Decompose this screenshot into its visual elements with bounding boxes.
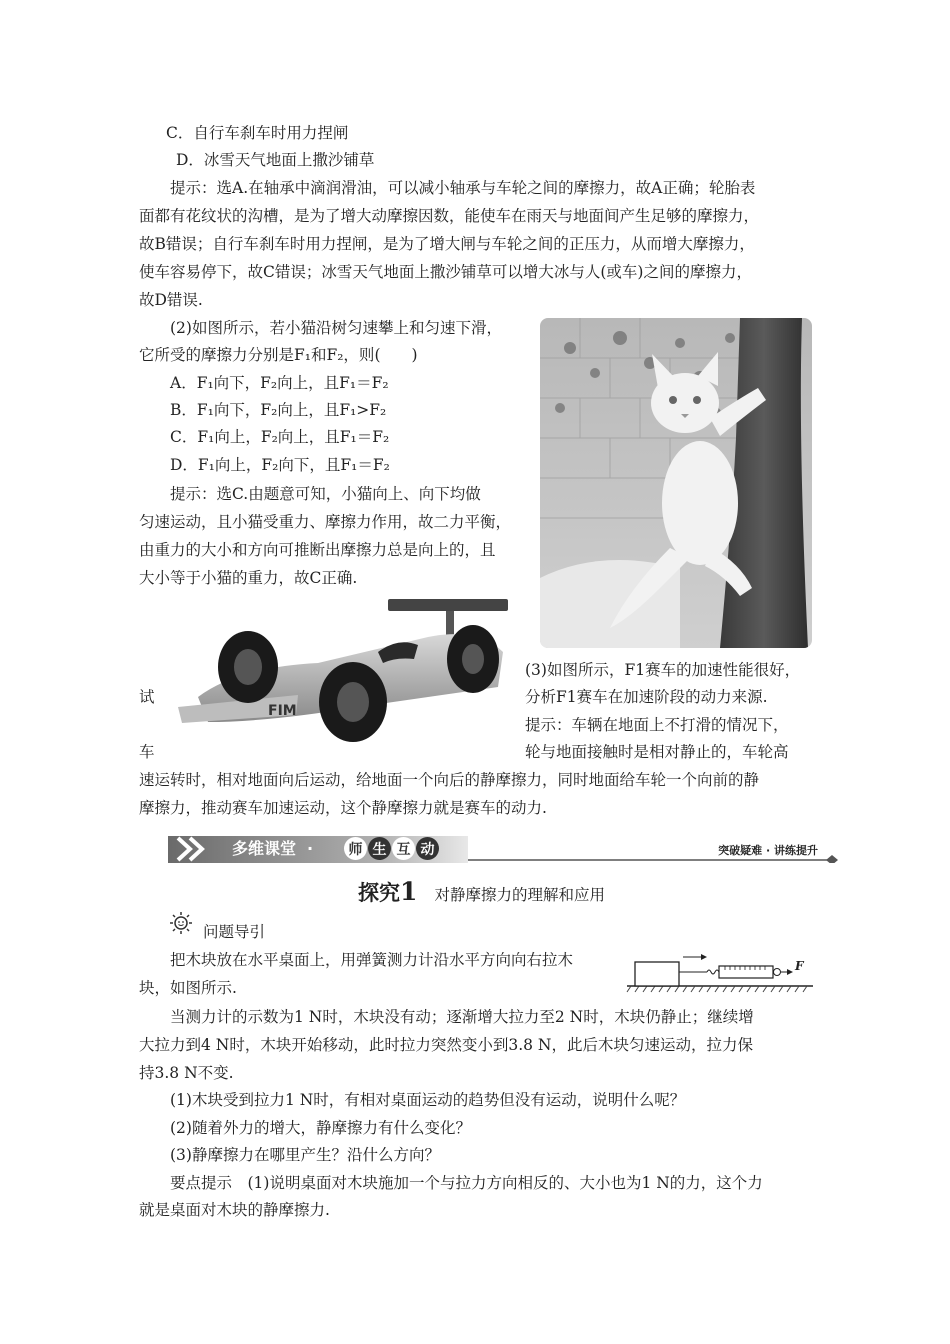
sun-icon <box>170 912 192 934</box>
guide-question: (1)木块受到拉力1 N时，有相对桌面运动的趋势但没有运动，说明什么呢？ <box>170 1091 686 1109</box>
guide-paragraph: 当测力计的示数为1 N时，木块没有动；逐渐增大拉力至2 N时，木块仍静止；继续增 <box>170 1008 754 1026</box>
section-number: 1 <box>400 877 418 906</box>
wrap-char: 车 <box>139 743 155 761</box>
hint-line: 提示：选C.由题意可知，小猫向上、向下均做 <box>170 485 481 503</box>
banner-title: 多维课堂 <box>232 839 297 858</box>
hint-line: 轮与地面接触时是相对静止的，车轮高 <box>525 743 789 761</box>
spring-scale-diagram <box>625 950 815 998</box>
force-label: F <box>795 959 804 973</box>
guide-question: (2)随着外力的增大，静摩擦力有什么变化？ <box>170 1119 471 1137</box>
question-stem: 它所受的摩擦力分别是F₁和F₂，则( ) <box>139 346 418 364</box>
banner-badges <box>344 837 439 860</box>
car-sponsor-text: FIM <box>268 703 297 719</box>
guide-paragraph: 大拉力到4 N时，木块开始移动，此时拉力突然变小到3.8 N，此后木块匀速运动，拉力保 <box>139 1036 753 1054</box>
question-stem: (2)如图所示，若小猫沿树匀速攀上和匀速下滑， <box>170 319 502 337</box>
option-c: C．F₁向上，F₂向上，且F₁＝F₂ <box>170 428 390 446</box>
guide-label: 问题导引 <box>203 923 266 941</box>
guide-intro: 块，如图所示. <box>139 979 237 997</box>
guide-paragraph: 持3.8 N不变. <box>139 1064 234 1082</box>
question-stem: (3)如图所示，F1赛车的加速性能很好， <box>525 661 801 679</box>
hint-line: 提示：车辆在地面上不打滑的情况下， <box>525 716 789 734</box>
banner-badge: 生 <box>368 837 391 860</box>
hint-line: 使车容易停下，故C错误；冰雪天气地面上撒沙铺草可以增大冰与人(或车)之间的摩擦力， <box>139 263 752 281</box>
hint-line: 匀速运动，且小猫受重力、摩擦力作用，故二力平衡， <box>139 513 512 531</box>
section-heading <box>358 877 605 907</box>
hint-line: 面都有花纹状的沟槽，是为了增大动摩擦因数，能使车在雨天与地面间产生足够的摩擦力， <box>139 207 760 225</box>
hint-line: 大小等于小猫的重力，故C正确. <box>139 569 358 587</box>
banner-badge: 互 <box>392 837 415 860</box>
answer-line: 要点提示 (1)说明桌面对木块施加一个与拉力方向相反的、大小也为1 N的力，这个力 <box>170 1174 763 1192</box>
question-stem: 分析F1赛车在加速阶段的动力来源. <box>525 688 768 706</box>
banner-subtitle: 突破疑难 · 讲练提升 <box>718 844 818 857</box>
banner-badge: 动 <box>416 837 439 860</box>
f1-race-car-photo <box>178 597 523 745</box>
wrap-char: 试 <box>139 688 155 706</box>
section-title: 对静摩擦力的理解和应用 <box>434 886 606 904</box>
option-b: B．F₁向下，F₂向上，且F₁>F₂ <box>170 401 387 419</box>
hint-line: 摩擦力，推动赛车加速运动，这个静摩擦力就是赛车的动力. <box>139 799 547 817</box>
answer-line: 就是桌面对木块的静摩擦力. <box>139 1201 330 1219</box>
hint-line: 故B错误；自行车刹车时用力捏闸，是为了增大闸与车轮之间的正压力，从而增大摩擦力， <box>139 235 755 253</box>
option-c: C．自行车刹车时用力捏闸 <box>166 124 349 142</box>
cat-climbing-tree-photo <box>540 318 812 648</box>
hint-line: 提示：选A.在轴承中滴润滑油，可以减小轴承与车轮之间的摩擦力，故A正确；轮胎表 <box>170 179 756 197</box>
hint-line: 由重力的大小和方向可推断出摩擦力总是向上的，且 <box>139 541 496 559</box>
option-d: D．F₁向上，F₂向下，且F₁＝F₂ <box>170 456 390 474</box>
option-a: A．F₁向下，F₂向上，且F₁＝F₂ <box>170 374 389 392</box>
section-banner <box>168 836 840 863</box>
guide-question: (3)静摩擦力在哪里产生？沿什么方向？ <box>170 1146 440 1164</box>
option-d: D．冰雪天气地面上撒沙铺草 <box>176 151 375 169</box>
hint-line: 故D错误. <box>139 291 203 309</box>
section-prefix: 探究 <box>358 881 400 905</box>
guide-intro: 把木块放在水平桌面上，用弹簧测力计沿水平方向向右拉木 <box>170 951 574 969</box>
banner-badge: 师 <box>344 837 367 860</box>
hint-line: 速运转时，相对地面向后运动，给地面一个向后的静摩擦力，同时地面给车轮一个向前的静 <box>139 771 760 789</box>
banner-dot: · <box>307 839 314 858</box>
